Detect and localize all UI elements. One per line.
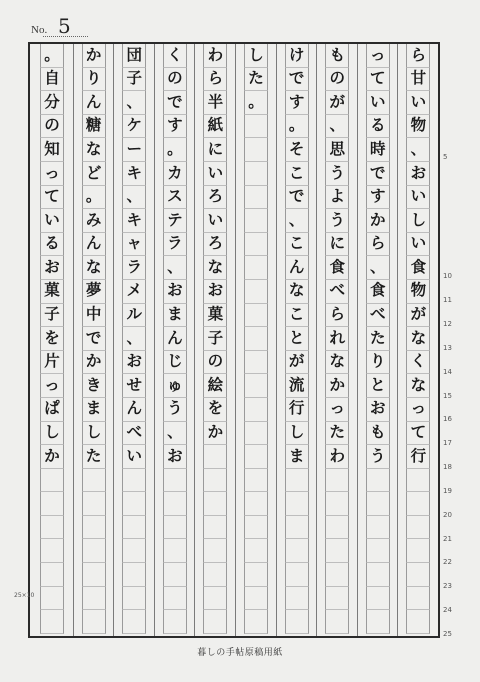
- manuscript-cell: ん: [163, 327, 187, 351]
- manuscript-cell: [40, 587, 64, 611]
- manuscript-cell: い: [406, 91, 430, 115]
- manuscript-cell: [82, 469, 106, 493]
- row-number: 17: [443, 439, 452, 448]
- manuscript-cell: ー: [122, 138, 146, 162]
- manuscript-cell: る: [366, 115, 390, 139]
- manuscript-cell: 。: [163, 138, 187, 162]
- manuscript-cell: お: [122, 351, 146, 375]
- manuscript-cell: [366, 587, 390, 611]
- manuscript-cell: [244, 539, 268, 563]
- manuscript-cell: が: [325, 91, 349, 115]
- manuscript-cell: 夢: [82, 280, 106, 304]
- manuscript-cell: 、: [122, 91, 146, 115]
- manuscript-cell: [244, 492, 268, 516]
- manuscript-cell: [82, 563, 106, 587]
- manuscript-cell: [40, 539, 64, 563]
- manuscript-column: [235, 44, 276, 636]
- manuscript-cell: し: [244, 44, 268, 68]
- manuscript-cell: で: [163, 91, 187, 115]
- manuscript-cell: 団: [122, 44, 146, 68]
- manuscript-cell: お: [163, 445, 187, 469]
- manuscript-cell: お: [203, 280, 227, 304]
- manuscript-cell: す: [163, 115, 187, 139]
- manuscript-cell: か: [40, 445, 64, 469]
- manuscript-cell: [244, 610, 268, 634]
- manuscript-cell: い: [40, 209, 64, 233]
- manuscript-cell: の: [203, 351, 227, 375]
- manuscript-cell: っ: [325, 398, 349, 422]
- row-number: 13: [443, 343, 452, 352]
- manuscript-cell: お: [366, 398, 390, 422]
- manuscript-cell: が: [285, 351, 309, 375]
- manuscript-cell: ん: [285, 256, 309, 280]
- manuscript-cell: す: [366, 186, 390, 210]
- manuscript-cell: く: [406, 351, 430, 375]
- row-number: 24: [443, 606, 452, 615]
- manuscript-cell: ら: [203, 68, 227, 92]
- manuscript-column: [316, 44, 357, 636]
- manuscript-cell: [122, 610, 146, 634]
- manuscript-cell: う: [325, 209, 349, 233]
- manuscript-cell: 。: [82, 186, 106, 210]
- manuscript-cell: [406, 516, 430, 540]
- manuscript-cell: [244, 327, 268, 351]
- manuscript-cell: [122, 563, 146, 587]
- manuscript-cell: 食: [406, 256, 430, 280]
- manuscript-cell: か: [366, 209, 390, 233]
- manuscript-cell: [244, 516, 268, 540]
- manuscript-cell: に: [203, 138, 227, 162]
- manuscript-cell: 子: [40, 304, 64, 328]
- manuscript-cell: 糖: [82, 115, 106, 139]
- manuscript-cell: [163, 539, 187, 563]
- row-number: 25: [443, 630, 452, 638]
- page-number-value: 5: [58, 14, 71, 38]
- row-number: 21: [443, 534, 452, 543]
- manuscript-cell: ル: [122, 304, 146, 328]
- manuscript-column: [357, 44, 398, 636]
- manuscript-cell: [203, 492, 227, 516]
- row-number: 10: [443, 272, 452, 281]
- manuscript-cell: [82, 492, 106, 516]
- manuscript-cell: で: [285, 186, 309, 210]
- manuscript-cell: ら: [325, 304, 349, 328]
- manuscript-cell: こ: [285, 304, 309, 328]
- manuscript-cell: れ: [325, 327, 349, 351]
- manuscript-cell: い: [203, 209, 227, 233]
- manuscript-cell: [244, 563, 268, 587]
- manuscript-cell: [203, 445, 227, 469]
- manuscript-cell: [285, 563, 309, 587]
- manuscript-cell: [325, 563, 349, 587]
- manuscript-cell: お: [163, 280, 187, 304]
- row-number: 14: [443, 367, 452, 376]
- manuscript-cell: じ: [163, 351, 187, 375]
- manuscript-cell: う: [163, 398, 187, 422]
- manuscript-cell: [82, 587, 106, 611]
- manuscript-cell: [122, 492, 146, 516]
- manuscript-cell: [366, 492, 390, 516]
- manuscript-cell: [325, 469, 349, 493]
- manuscript-cell: [122, 587, 146, 611]
- manuscript-cell: で: [285, 68, 309, 92]
- manuscript-cell: な: [325, 351, 349, 375]
- manuscript-cell: [244, 398, 268, 422]
- manuscript-cell: 自: [40, 68, 64, 92]
- manuscript-cell: 、: [163, 422, 187, 446]
- manuscript-cell: と: [285, 327, 309, 351]
- manuscript-cell: し: [40, 422, 64, 446]
- manuscript-cell: る: [40, 233, 64, 257]
- manuscript-cell: よ: [325, 186, 349, 210]
- paper-brand-label: 暮しの手帖原稿用紙: [197, 648, 283, 658]
- manuscript-cell: う: [366, 445, 390, 469]
- manuscript-cell: な: [203, 256, 227, 280]
- manuscript-cell: で: [82, 327, 106, 351]
- manuscript-cell: カ: [163, 162, 187, 186]
- manuscript-column: [397, 44, 438, 636]
- manuscript-cell: 行: [285, 398, 309, 422]
- manuscript-cell: な: [406, 374, 430, 398]
- manuscript-cell: 分: [40, 91, 64, 115]
- manuscript-cell: 子: [203, 327, 227, 351]
- manuscript-cell: [122, 539, 146, 563]
- manuscript-cell: の: [40, 115, 64, 139]
- manuscript-cell: [366, 610, 390, 634]
- manuscript-cell: き: [82, 374, 106, 398]
- manuscript-cell: し: [285, 422, 309, 446]
- manuscript-cell: 食: [325, 256, 349, 280]
- manuscript-cell: [244, 587, 268, 611]
- manuscript-cell: ら: [366, 233, 390, 257]
- manuscript-cell: [244, 351, 268, 375]
- manuscript-cell: [203, 539, 227, 563]
- manuscript-cell: [203, 563, 227, 587]
- manuscript-cell: も: [366, 422, 390, 446]
- manuscript-cell: [285, 539, 309, 563]
- manuscript-cell: な: [285, 280, 309, 304]
- manuscript-cell: [406, 587, 430, 611]
- manuscript-cell: [285, 492, 309, 516]
- manuscript-cell: か: [82, 44, 106, 68]
- manuscript-cell: ら: [406, 44, 430, 68]
- manuscript-cell: [82, 516, 106, 540]
- manuscript-cell: 食: [366, 280, 390, 304]
- manuscript-cell: [40, 563, 64, 587]
- manuscript-cell: す: [285, 91, 309, 115]
- manuscript-cell: [325, 610, 349, 634]
- manuscript-cell: [122, 516, 146, 540]
- manuscript-cell: [325, 587, 349, 611]
- manuscript-column: [276, 44, 317, 636]
- manuscript-cell: て: [366, 68, 390, 92]
- manuscript-cell: っ: [40, 374, 64, 398]
- manuscript-cell: ラ: [122, 256, 146, 280]
- manuscript-cell: く: [163, 44, 187, 68]
- manuscript-cell: 知: [40, 138, 64, 162]
- manuscript-cell: が: [406, 304, 430, 328]
- manuscript-cell: ス: [163, 186, 187, 210]
- manuscript-cell: [82, 539, 106, 563]
- manuscript-cell: [325, 516, 349, 540]
- manuscript-cell: [163, 610, 187, 634]
- manuscript-column: [73, 44, 114, 636]
- manuscript-cell: ぱ: [40, 398, 64, 422]
- manuscript-cell: 、: [366, 256, 390, 280]
- manuscript-cell: そ: [285, 138, 309, 162]
- row-number: 18: [443, 463, 452, 472]
- manuscript-cell: [163, 563, 187, 587]
- manuscript-cell: 、: [122, 327, 146, 351]
- manuscript-cell: テ: [163, 209, 187, 233]
- manuscript-cell: [40, 610, 64, 634]
- manuscript-cell: か: [325, 374, 349, 398]
- manuscript-cell: [203, 610, 227, 634]
- manuscript-cell: い: [406, 233, 430, 257]
- manuscript-cell: ま: [82, 398, 106, 422]
- manuscript-cell: [163, 469, 187, 493]
- manuscript-cell: [366, 539, 390, 563]
- manuscript-cell: 思: [325, 138, 349, 162]
- manuscript-cell: ャ: [122, 233, 146, 257]
- manuscript-cell: い: [203, 162, 227, 186]
- manuscript-cell: に: [325, 233, 349, 257]
- manuscript-cell: ど: [82, 162, 106, 186]
- manuscript-cell: [163, 492, 187, 516]
- manuscript-cell: [203, 469, 227, 493]
- manuscript-cell: [285, 469, 309, 493]
- manuscript-cell: た: [82, 445, 106, 469]
- manuscript-cell: り: [82, 68, 106, 92]
- manuscript-cell: [244, 304, 268, 328]
- manuscript-cell: 絵: [203, 374, 227, 398]
- manuscript-cell: [285, 610, 309, 634]
- row-number: 22: [443, 558, 452, 567]
- manuscript-cell: 流: [285, 374, 309, 398]
- manuscript-cell: [203, 587, 227, 611]
- manuscript-cell: い: [122, 445, 146, 469]
- manuscript-cell: け: [285, 44, 309, 68]
- manuscript-cell: [285, 516, 309, 540]
- row-number: 5: [443, 153, 448, 162]
- manuscript-cell: て: [406, 422, 430, 446]
- manuscript-grid: [28, 42, 440, 638]
- manuscript-cell: 片: [40, 351, 64, 375]
- manuscript-cell: [244, 469, 268, 493]
- manuscript-cell: っ: [406, 398, 430, 422]
- manuscript-cell: み: [82, 209, 106, 233]
- manuscript-cell: [406, 492, 430, 516]
- manuscript-cell: 半: [203, 91, 227, 115]
- manuscript-cell: 、: [122, 186, 146, 210]
- manuscript-cell: べ: [325, 280, 349, 304]
- manuscript-cell: [40, 469, 64, 493]
- manuscript-cell: ん: [82, 233, 106, 257]
- manuscript-cell: っ: [40, 162, 64, 186]
- manuscript-cell: 子: [122, 68, 146, 92]
- row-number: 15: [443, 391, 452, 400]
- manuscript-cell: 行: [406, 445, 430, 469]
- row-number: 12: [443, 320, 452, 329]
- manuscript-cell: を: [203, 398, 227, 422]
- manuscript-cell: た: [366, 327, 390, 351]
- manuscript-cell: [406, 469, 430, 493]
- manuscript-cell: の: [325, 68, 349, 92]
- manuscript-cell: [244, 115, 268, 139]
- manuscript-cell: ゅ: [163, 374, 187, 398]
- manuscript-cell: 菓: [40, 280, 64, 304]
- manuscript-column: [113, 44, 154, 636]
- manuscript-cell: ケ: [122, 115, 146, 139]
- manuscript-cell: 、: [325, 115, 349, 139]
- manuscript-cell: い: [366, 91, 390, 115]
- manuscript-cell: 、: [285, 209, 309, 233]
- manuscript-cell: [82, 610, 106, 634]
- manuscript-cell: し: [82, 422, 106, 446]
- manuscript-cell: [203, 516, 227, 540]
- manuscript-cell: [406, 563, 430, 587]
- manuscript-cell: ろ: [203, 233, 227, 257]
- manuscript-cell: っ: [366, 44, 390, 68]
- manuscript-cell: 時: [366, 138, 390, 162]
- manuscript-cell: 、: [163, 256, 187, 280]
- manuscript-cell: う: [325, 162, 349, 186]
- manuscript-cell: で: [366, 162, 390, 186]
- manuscript-cell: [244, 186, 268, 210]
- manuscript-cell: こ: [285, 233, 309, 257]
- manuscript-column: [32, 44, 73, 636]
- row-number: 11: [443, 296, 452, 305]
- grid-size-mark: 25×10: [14, 592, 35, 599]
- manuscript-cell: な: [82, 138, 106, 162]
- manuscript-cell: ん: [122, 398, 146, 422]
- manuscript-cell: 中: [82, 304, 106, 328]
- manuscript-cell: [366, 563, 390, 587]
- manuscript-cell: り: [366, 351, 390, 375]
- manuscript-cell: 。: [40, 44, 64, 68]
- manuscript-cell: [244, 280, 268, 304]
- manuscript-cell: て: [40, 186, 64, 210]
- manuscript-cell: [244, 374, 268, 398]
- manuscript-cell: な: [82, 256, 106, 280]
- manuscript-cell: な: [406, 327, 430, 351]
- manuscript-cell: [122, 469, 146, 493]
- manuscript-cell: [244, 422, 268, 446]
- manuscript-cell: ん: [82, 91, 106, 115]
- manuscript-cell: を: [40, 327, 64, 351]
- manuscript-cell: キ: [122, 162, 146, 186]
- manuscript-cell: [244, 138, 268, 162]
- manuscript-cell: ろ: [203, 186, 227, 210]
- manuscript-cell: ラ: [163, 233, 187, 257]
- manuscript-cell: お: [40, 256, 64, 280]
- manuscript-cell: の: [163, 68, 187, 92]
- manuscript-cell: [325, 539, 349, 563]
- manuscript-cell: キ: [122, 209, 146, 233]
- manuscript-cell: か: [82, 351, 106, 375]
- manuscript-cell: ま: [285, 445, 309, 469]
- manuscript-cell: 甘: [406, 68, 430, 92]
- manuscript-cell: こ: [285, 162, 309, 186]
- manuscript-cell: お: [406, 162, 430, 186]
- row-number: 19: [443, 486, 452, 495]
- manuscript-cell: し: [406, 209, 430, 233]
- manuscript-cell: [244, 256, 268, 280]
- row-number: 20: [443, 510, 452, 519]
- manuscript-cell: と: [366, 374, 390, 398]
- row-number-ruler: [441, 42, 465, 638]
- row-number: 23: [443, 582, 452, 591]
- manuscript-cell: [285, 587, 309, 611]
- manuscript-cell: メ: [122, 280, 146, 304]
- manuscript-cell: も: [325, 44, 349, 68]
- manuscript-cell: 。: [285, 115, 309, 139]
- manuscript-cell: べ: [122, 422, 146, 446]
- manuscript-cell: [163, 587, 187, 611]
- manuscript-cell: [366, 469, 390, 493]
- manuscript-cell: [244, 445, 268, 469]
- manuscript-columns: [30, 44, 438, 636]
- manuscript-cell: [325, 492, 349, 516]
- manuscript-cell: た: [244, 68, 268, 92]
- manuscript-cell: わ: [325, 445, 349, 469]
- row-number: 16: [443, 415, 452, 424]
- manuscript-cell: せ: [122, 374, 146, 398]
- manuscript-cell: わ: [203, 44, 227, 68]
- manuscript-cell: [244, 233, 268, 257]
- manuscript-cell: [406, 610, 430, 634]
- manuscript-cell: 物: [406, 115, 430, 139]
- page-number-label: No.: [31, 24, 48, 36]
- manuscript-cell: た: [325, 422, 349, 446]
- manuscript-column: [194, 44, 235, 636]
- manuscript-cell: [244, 162, 268, 186]
- manuscript-cell: ま: [163, 304, 187, 328]
- manuscript-cell: 物: [406, 280, 430, 304]
- manuscript-column: [154, 44, 195, 636]
- manuscript-cell: [40, 492, 64, 516]
- manuscript-cell: [244, 209, 268, 233]
- manuscript-cell: 、: [406, 138, 430, 162]
- manuscript-cell: 菓: [203, 304, 227, 328]
- manuscript-cell: 紙: [203, 115, 227, 139]
- manuscript-cell: [366, 516, 390, 540]
- manuscript-cell: [40, 516, 64, 540]
- manuscript-cell: [406, 539, 430, 563]
- manuscript-cell: い: [406, 186, 430, 210]
- manuscript-cell: 。: [244, 91, 268, 115]
- manuscript-cell: べ: [366, 304, 390, 328]
- manuscript-cell: か: [203, 422, 227, 446]
- manuscript-cell: [163, 516, 187, 540]
